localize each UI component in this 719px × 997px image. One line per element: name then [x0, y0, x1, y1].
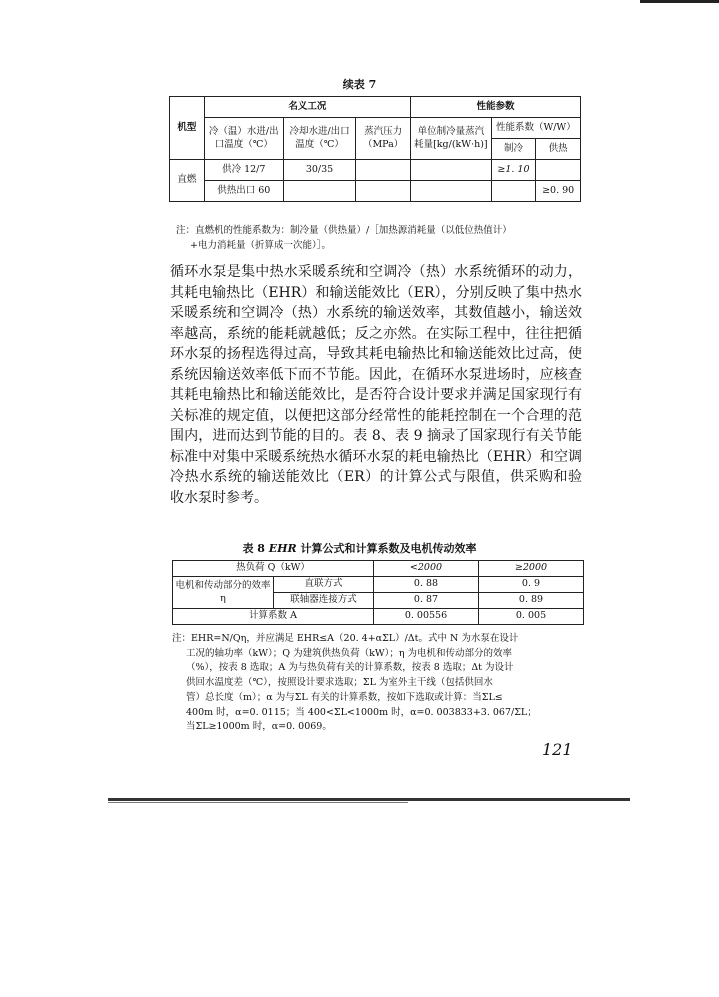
bottom-rule-thin	[108, 802, 408, 803]
table8-cell: 0. 87	[374, 593, 479, 609]
page-number: 121	[542, 740, 573, 759]
table8-direct-label: 直联方式	[274, 577, 374, 593]
table7-cell: 30/35	[283, 160, 355, 181]
table8-motor-eff-label: 电机和传动部分的效率 η	[173, 577, 274, 609]
table7-h-unit-steam: 单位制冷量蒸汽耗量[kg/(kW·h)]	[411, 118, 492, 160]
table7-h-chilled: 冷（温）水进/出口温度（℃）	[204, 118, 283, 160]
table7-cell: 供冷 12/7	[204, 160, 283, 181]
table7-cell	[356, 181, 411, 202]
body-paragraph: 循环水泵是集中热水采暖系统和空调冷（热）水系统循环的动力，其耗电输热比（EHR）和输送能效比（ER），分别反映了集中热水采暖系统和空调冷（热）水系统的输送效率，其数值越小，输送效率越高，系统的能耗就越低；反之亦然。在实际工程中，往往把循环水泵的扬程选得过高，导致其耗电输热比和输送能效比过高，使系统因输送效率低下而不节能。因此，在循环水泵进场时，应核查其耗电输热比和输送能效比，是否符合设计要求并满足国家现行有关标准的规定值，以便把这部分经常性的能耗控制在一个合理的范围内，进而达到节能的目的。表 8、表 9 摘录了国家现行有关节能标准中对集中采暖系统热水循环水泵的耗电输热比（EHR）和空调冷热水系统的输送能效比（ER）的计算公式与限值，供采购和验收水泵时参考。	[170, 264, 582, 506]
table7-cell	[356, 160, 411, 181]
table7-cell	[411, 160, 492, 181]
table8-caption-rest: 计算公式和计算系数及电机传动效率	[300, 542, 477, 555]
table8-note-line: 400m 时，α=0. 0115；当 400<ΣL<1000m 时，α=0. 003833+3. 067/ΣL；	[186, 706, 537, 718]
table8-coupling-label: 联轴器连接方式	[274, 593, 374, 609]
table7-cell: 供热出口 60	[204, 181, 283, 202]
table8	[172, 560, 584, 625]
table8-note	[172, 632, 588, 735]
table7-note	[176, 223, 586, 253]
table7-col-model: 机型	[170, 97, 205, 160]
table8-h-lt2000: <2000	[374, 561, 479, 577]
table8-caption-prefix: 表 8	[242, 542, 265, 555]
table8-note-line: （%），按表 8 选取；A 为与热负荷有关的计算系数，按表 8 选取；Δt 为设计	[186, 662, 514, 674]
scan-edge-mark	[640, 0, 719, 3]
table7-note-line: 注：直燃机的性能系数为：制冷量（供热量）/［加热源消耗量（以低位热值计）	[176, 225, 512, 236]
table8-h-ge2000: ≥2000	[479, 561, 584, 577]
table7-cell: ≥0. 90	[536, 181, 581, 202]
table7-cell	[536, 160, 581, 181]
table8-note-line: 管）总长度（m）；α 为与ΣL 有关的计算系数，按如下选取或计算：当ΣL≤	[186, 691, 503, 703]
table7-group-nominal: 名义工况	[204, 97, 410, 118]
table8-note-line: 供回水温度差（℃），按照设计要求选取；ΣL 为室外主干线（包括供回水	[186, 677, 493, 689]
table8-cell: 0. 9	[479, 577, 584, 593]
table8-cell: 0. 88	[374, 577, 479, 593]
table8-cell: 0. 00556	[374, 609, 479, 625]
bottom-rule	[108, 798, 630, 801]
table8-cell: 0. 005	[479, 609, 584, 625]
table8-caption-italic: EHR	[268, 542, 297, 555]
table7-caption: 续表 7	[342, 78, 377, 91]
table7-cell	[283, 181, 355, 202]
table8-h-load: 热负荷 Q（kW）	[173, 561, 374, 577]
table7-cell: ≥1. 10	[491, 160, 536, 181]
table8-note-line: 注：EHR=N/Qη，并应满足 EHR≤A（20. 4+αΣL）/Δt。式中 N 为水泵在设计	[172, 633, 519, 644]
table8-note-line: 工况的轴功率（kW）；Q 为建筑供热负荷（kW）；η 为电机和传动部分的效率	[186, 647, 513, 659]
table7-h-steam: 蒸汽压力（MPa）	[356, 118, 411, 160]
table7-h-cop: 性能系数（W/W）	[491, 118, 580, 139]
table7-h-cooling: 冷却水进/出口温度（℃）	[283, 118, 355, 160]
table7-note-line: +电力消耗量（折算成一次能）］。	[190, 240, 331, 252]
table7-cell	[491, 181, 536, 202]
table7	[169, 96, 581, 202]
table7-h-cop-heat: 供热	[536, 139, 581, 160]
table7-row-type: 直燃	[170, 160, 205, 202]
table8-caption	[0, 540, 719, 556]
table8-note-line: 当ΣL≥1000m 时，α=0. 0069。	[186, 721, 332, 733]
table8-cell: 0. 89	[479, 593, 584, 609]
table8-coef-label: 计算系数 A	[173, 609, 374, 625]
table7-cell	[411, 181, 492, 202]
table7-h-cop-cool: 制冷	[491, 139, 536, 160]
table7-group-perf: 性能参数	[411, 97, 581, 118]
